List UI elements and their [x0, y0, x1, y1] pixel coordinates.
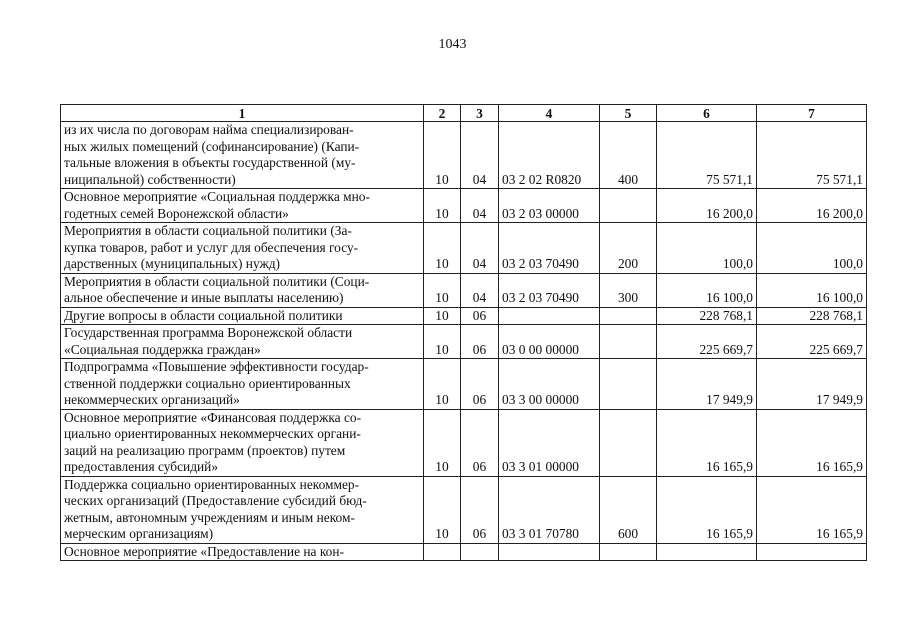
amount-year1-cell: 228 768,1 [657, 307, 757, 325]
table-row [61, 325, 867, 359]
subsection-cell [461, 543, 499, 561]
amount-year1-cell: 17 949,9 [657, 359, 757, 410]
table-row [61, 307, 867, 325]
section-cell: 10 [424, 409, 461, 476]
item-name-line: Подпрограмма «Повышение эффективности государ- [64, 359, 369, 374]
item-name-line: Поддержка социально ориентированных некоммер- [64, 476, 360, 492]
expense-type-cell: 300 [600, 273, 657, 307]
table-row [61, 359, 867, 410]
table-row [61, 273, 867, 307]
item-name-line: ческих организаций (Предоставление субсидий бюд- [64, 493, 367, 508]
item-name-line: Основное мероприятие «Финансовая поддержка со- [64, 409, 362, 425]
subsection-cell: 06 [461, 409, 499, 476]
section-cell: 10 [424, 359, 461, 410]
item-name-cell [61, 189, 424, 223]
column-header-2: 2 [424, 105, 461, 122]
section-cell: 10 [424, 325, 461, 359]
item-name-cell [61, 476, 424, 543]
column-header-6: 6 [657, 105, 757, 122]
target-code-cell: 03 2 03 70490 [499, 273, 600, 307]
target-code-cell [499, 543, 600, 561]
section-cell: 10 [424, 189, 461, 223]
table-row [61, 189, 867, 223]
item-name-cell [61, 359, 424, 410]
page-number: 1043 [438, 37, 467, 52]
target-code-cell: 03 3 01 70780 [499, 476, 600, 543]
column-number-row [61, 105, 867, 122]
table-row [61, 223, 867, 274]
section-cell: 10 [424, 476, 461, 543]
item-name-line: альное обеспечение и иные выплаты населению) [64, 290, 344, 305]
amount-year1-cell: 225 669,7 [657, 325, 757, 359]
table-row [61, 543, 867, 561]
expense-type-cell: 600 [600, 476, 657, 543]
column-header-5: 5 [600, 105, 657, 122]
section-cell: 10 [424, 273, 461, 307]
target-code-cell: 03 3 00 00000 [499, 359, 600, 410]
item-name-line: циально ориентированных некоммерческих органи- [64, 426, 361, 441]
item-name-line: Другие вопросы в области социальной политики [64, 307, 343, 323]
target-code-cell: 03 3 01 00000 [499, 409, 600, 476]
subsection-cell: 04 [461, 223, 499, 274]
column-header-7: 7 [757, 105, 867, 122]
subsection-cell: 04 [461, 273, 499, 307]
item-name-line: Мероприятия в области социальной политики (Соци- [64, 273, 370, 289]
amount-year2-cell: 16 165,9 [757, 476, 867, 543]
item-name-line: годетных семей Воронежской области» [64, 205, 289, 221]
expense-type-cell [600, 359, 657, 410]
amount-year2-cell: 16 100,0 [757, 273, 867, 307]
item-name-cell [61, 409, 424, 476]
item-name-line: Основное мероприятие «Предоставление на кон- [64, 543, 344, 559]
item-name-cell [61, 325, 424, 359]
amount-year2-cell: 16 165,9 [757, 409, 867, 476]
item-name-line: ных жилых помещений (софинансирование) (Капи- [64, 138, 360, 154]
expense-type-cell [600, 409, 657, 476]
subsection-cell: 06 [461, 359, 499, 410]
amount-year1-cell: 75 571,1 [657, 122, 757, 189]
table-row [61, 476, 867, 543]
item-name-cell [61, 122, 424, 189]
column-header-4: 4 [499, 105, 600, 122]
subsection-cell: 06 [461, 476, 499, 543]
amount-year2-cell: 100,0 [757, 223, 867, 274]
expense-type-cell [600, 543, 657, 561]
item-name-line: жетным, автономным учреждениям и иным неком- [64, 509, 355, 525]
item-name-line: заций на реализацию программ (проектов) путем [64, 442, 346, 458]
section-cell: 10 [424, 307, 461, 325]
table-row [61, 409, 867, 476]
table-row [61, 122, 867, 189]
target-code-cell: 03 2 03 00000 [499, 189, 600, 223]
item-name-line: Государственная программа Воронежской области [64, 325, 353, 340]
item-name-line: ственной поддержки социально ориентированных [64, 375, 351, 391]
item-name-line: дарственных (муниципальных) нужд) [64, 256, 280, 271]
target-code-cell: 03 0 00 00000 [499, 325, 600, 359]
item-name-line: ниципальной) собственности) [64, 171, 236, 187]
expense-type-cell [600, 307, 657, 325]
amount-year1-cell: 16 200,0 [657, 189, 757, 223]
expense-type-cell: 400 [600, 122, 657, 189]
subsection-cell: 04 [461, 189, 499, 223]
item-name-line: мерческим организациям) [64, 526, 214, 541]
item-name-line: предоставления субсидий» [64, 459, 219, 474]
item-name-line: некоммерческих организаций» [64, 392, 240, 407]
target-code-cell: 03 2 02 R0820 [499, 122, 600, 189]
amount-year2-cell: 17 949,9 [757, 359, 867, 410]
table-body [61, 122, 867, 561]
column-header-3: 3 [461, 105, 499, 122]
column-header-1: 1 [61, 105, 424, 122]
expense-type-cell: 200 [600, 223, 657, 274]
item-name-line: из их числа по договорам найма специализирован- [64, 122, 354, 137]
section-cell: 10 [424, 223, 461, 274]
amount-year1-cell [657, 543, 757, 561]
amount-year2-cell [757, 543, 867, 561]
item-name-cell [61, 273, 424, 307]
target-code-cell [499, 307, 600, 325]
amount-year2-cell: 228 768,1 [757, 307, 867, 325]
subsection-cell: 04 [461, 122, 499, 189]
item-name-cell [61, 543, 424, 561]
item-name-cell [61, 223, 424, 274]
item-name-line: Основное мероприятие «Социальная поддержка мно- [64, 189, 370, 204]
item-name-line: тальные вложения в объекты государственной (му- [64, 155, 356, 170]
amount-year2-cell: 16 200,0 [757, 189, 867, 223]
item-name-line: купка товаров, работ и услуг для обеспечения госу- [64, 239, 359, 255]
budget-table [60, 104, 867, 561]
expense-type-cell [600, 189, 657, 223]
amount-year1-cell: 100,0 [657, 223, 757, 274]
target-code-cell: 03 2 03 70490 [499, 223, 600, 274]
item-name-cell [61, 307, 424, 325]
item-name-line: Мероприятия в области социальной политики (За- [64, 223, 352, 238]
section-cell [424, 543, 461, 561]
section-cell: 10 [424, 122, 461, 189]
amount-year1-cell: 16 165,9 [657, 409, 757, 476]
subsection-cell: 06 [461, 307, 499, 325]
expense-type-cell [600, 325, 657, 359]
amount-year1-cell: 16 165,9 [657, 476, 757, 543]
item-name-line: «Социальная поддержка граждан» [64, 341, 261, 357]
amount-year2-cell: 75 571,1 [757, 122, 867, 189]
amount-year1-cell: 16 100,0 [657, 273, 757, 307]
amount-year2-cell: 225 669,7 [757, 325, 867, 359]
subsection-cell: 06 [461, 325, 499, 359]
